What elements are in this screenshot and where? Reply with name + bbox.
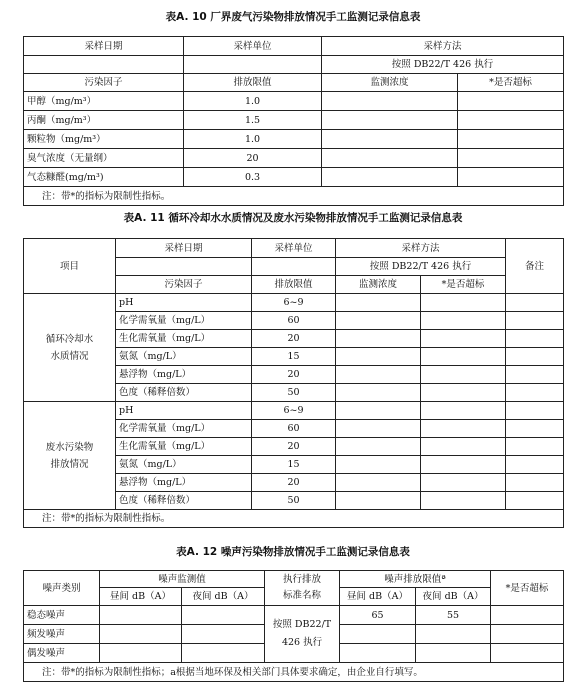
exceed-cell — [421, 366, 506, 384]
header-sampling-unit: 采样单位 — [252, 239, 336, 258]
noise-type-cell: 偶发噪声 — [24, 644, 100, 663]
header-sampling-method: 采样方法 — [336, 239, 506, 258]
header-pollution-factor: 污染因子 — [116, 276, 252, 294]
table-row — [24, 130, 564, 149]
concentration-cell — [336, 384, 421, 402]
header-exceed-standard: *是否超标 — [458, 74, 564, 92]
day-value-cell — [100, 644, 182, 663]
limit-cell: 50 — [252, 384, 336, 402]
cell-method-value: 按照 DB22/T 426 执行 — [322, 56, 564, 74]
exceed-cell — [458, 130, 564, 149]
concentration-cell — [336, 330, 421, 348]
exceed-cell — [421, 438, 506, 456]
limit-cell: 6~9 — [252, 294, 336, 312]
header-standard-line2: 标准名称 — [283, 590, 322, 601]
factor-cell: 氨氮（mg/L） — [116, 348, 252, 366]
header-sampling-unit: 采样单位 — [184, 37, 322, 56]
header-night-db: 夜间 dB（A） — [182, 588, 265, 606]
day-limit-cell: 65 — [340, 606, 416, 625]
exceed-cell — [491, 606, 564, 625]
limit-cell: 20 — [252, 330, 336, 348]
limit-cell: 20 — [252, 438, 336, 456]
exceed-cell — [491, 625, 564, 644]
night-limit-cell — [416, 625, 491, 644]
header-pollution-factor: 污染因子 — [24, 74, 184, 92]
table-row — [24, 402, 564, 420]
exceed-cell — [421, 294, 506, 312]
exceed-cell — [421, 402, 506, 420]
factor-cell: 颗粒物（mg/m³） — [24, 130, 184, 149]
factor-cell: 丙酮（mg/m³） — [24, 111, 184, 130]
night-value-cell — [182, 625, 265, 644]
concentration-cell — [322, 92, 458, 111]
header-sampling-date: 采样日期 — [24, 37, 184, 56]
limit-cell: 1.5 — [184, 111, 322, 130]
limit-cell: 20 — [252, 474, 336, 492]
table-row — [24, 168, 564, 187]
cell-date-value — [24, 56, 184, 74]
factor-cell: 悬浮物（mg/L） — [116, 366, 252, 384]
factor-cell: 甲醇（mg/m³） — [24, 92, 184, 111]
remark-cell — [506, 348, 564, 366]
exceed-cell — [458, 111, 564, 130]
remark-cell — [506, 420, 564, 438]
concentration-cell — [336, 456, 421, 474]
header-exceed-standard: *是否超标 — [421, 276, 506, 294]
table-row — [24, 92, 564, 111]
table-row — [24, 149, 564, 168]
limit-cell: 1.0 — [184, 92, 322, 111]
table-a12-title: 表A. 12 噪声污染物排放情况手工监测记录信息表 — [176, 546, 410, 558]
exceed-cell — [421, 330, 506, 348]
concentration-cell — [336, 420, 421, 438]
group-label-cooling-water — [24, 294, 116, 402]
concentration-cell — [336, 294, 421, 312]
remark-cell — [506, 456, 564, 474]
header-limit-night-db: 夜间 dB（A） — [416, 588, 491, 606]
limit-cell: 15 — [252, 348, 336, 366]
limit-cell: 0.3 — [184, 168, 322, 187]
exceed-cell — [421, 384, 506, 402]
cell-unit-value — [184, 56, 322, 74]
header-sampling-method: 采样方法 — [322, 37, 564, 56]
remark-cell — [506, 366, 564, 384]
concentration-cell — [336, 348, 421, 366]
night-value-cell — [182, 644, 265, 663]
standard-value-line2: 426 执行 — [281, 637, 323, 648]
table-note: 注：带*的指标为限制性指标。 — [24, 187, 564, 206]
cell-date-value — [116, 258, 252, 276]
table-a12 — [23, 570, 564, 682]
exceed-cell — [458, 168, 564, 187]
concentration-cell — [336, 492, 421, 510]
limit-cell: 50 — [252, 492, 336, 510]
concentration-cell — [322, 130, 458, 149]
limit-cell: 60 — [252, 420, 336, 438]
header-standard-name — [265, 571, 340, 606]
concentration-cell — [336, 312, 421, 330]
noise-type-cell: 稳态噪声 — [24, 606, 100, 625]
factor-cell: 化学需氧量（mg/L） — [116, 420, 252, 438]
header-noise-type: 噪声类别 — [24, 571, 100, 606]
header-emission-limit: 排放限值 — [252, 276, 336, 294]
table-a10-title: 表A. 10 厂界废气污染物排放情况手工监测记录信息表 — [165, 11, 421, 23]
exceed-cell — [421, 420, 506, 438]
exceed-cell — [421, 492, 506, 510]
day-limit-cell — [340, 625, 416, 644]
day-value-cell — [100, 606, 182, 625]
exceed-cell — [421, 312, 506, 330]
concentration-cell — [322, 111, 458, 130]
remark-cell — [506, 330, 564, 348]
table-row — [24, 606, 564, 625]
standard-value-cell — [265, 606, 340, 663]
group-label-line2: 排放情况 — [50, 458, 89, 470]
header-standard-line1: 执行排放 — [283, 574, 322, 585]
factor-cell: 悬浮物（mg/L） — [116, 474, 252, 492]
exceed-cell — [491, 644, 564, 663]
exceed-cell — [421, 456, 506, 474]
table-a11 — [23, 238, 564, 528]
factor-cell: 臭气浓度（无量纲） — [24, 149, 184, 168]
cell-unit-value — [252, 258, 336, 276]
limit-cell: 60 — [252, 312, 336, 330]
remark-cell — [506, 492, 564, 510]
exceed-cell — [421, 348, 506, 366]
factor-cell: 色度（稀释倍数） — [116, 492, 252, 510]
table-a10 — [23, 36, 564, 206]
header-item: 项目 — [24, 239, 116, 294]
header-emission-limit: 排放限值 — [184, 74, 322, 92]
factor-cell: 化学需氧量（mg/L） — [116, 312, 252, 330]
header-monitor-concentration: 监测浓度 — [322, 74, 458, 92]
exceed-cell — [458, 149, 564, 168]
group-label-wastewater — [24, 402, 116, 510]
day-value-cell — [100, 625, 182, 644]
table-a11-title: 表A. 11 循环冷却水水质情况及废水污染物排放情况手工监测记录信息表 — [123, 212, 463, 224]
exceed-cell — [458, 92, 564, 111]
standard-value-line1: 按照 DB22/T — [272, 619, 332, 630]
exceed-cell — [421, 474, 506, 492]
factor-cell: 气态糠醛(mg/m³) — [24, 168, 184, 187]
limit-cell: 15 — [252, 456, 336, 474]
factor-cell: 色度（稀释倍数） — [116, 384, 252, 402]
table-row — [24, 111, 564, 130]
concentration-cell — [322, 149, 458, 168]
factor-cell: pH — [116, 294, 252, 312]
remark-cell — [506, 294, 564, 312]
noise-type-cell: 频发噪声 — [24, 625, 100, 644]
factor-cell: 生化需氧量（mg/L） — [116, 438, 252, 456]
concentration-cell — [336, 402, 421, 420]
table-note: 注：带*的指标为限制性指标；a根据当地环保及相关部门具体要求确定，由企业自行填写。 — [24, 663, 564, 682]
concentration-cell — [336, 366, 421, 384]
limit-cell: 20 — [252, 366, 336, 384]
limit-cell: 6~9 — [252, 402, 336, 420]
remark-cell — [506, 312, 564, 330]
remark-cell — [506, 438, 564, 456]
factor-cell: 氨氮（mg/L） — [116, 456, 252, 474]
table-note: 注：带*的指标为限制性指标。 — [24, 510, 564, 528]
header-noise-limit: 噪声排放限值ª — [340, 571, 491, 588]
night-value-cell — [182, 606, 265, 625]
header-exceed-standard: *是否超标 — [491, 571, 564, 606]
header-monitor-concentration: 监测浓度 — [336, 276, 421, 294]
remark-cell — [506, 402, 564, 420]
limit-cell: 1.0 — [184, 130, 322, 149]
concentration-cell — [336, 474, 421, 492]
group-label-line2: 水质情况 — [50, 350, 89, 362]
concentration-cell — [322, 168, 458, 187]
header-day-db: 昼间 dB（A） — [100, 588, 182, 606]
header-noise-monitor: 噪声监测值 — [100, 571, 265, 588]
night-limit-cell: 55 — [416, 606, 491, 625]
limit-cell: 20 — [184, 149, 322, 168]
cell-method-value: 按照 DB22/T 426 执行 — [336, 258, 506, 276]
header-limit-day-db: 昼间 dB（A） — [340, 588, 416, 606]
factor-cell: pH — [116, 402, 252, 420]
remark-cell — [506, 384, 564, 402]
day-limit-cell — [340, 644, 416, 663]
header-remark: 备注 — [506, 239, 564, 294]
factor-cell: 生化需氧量（mg/L） — [116, 330, 252, 348]
night-limit-cell — [416, 644, 491, 663]
concentration-cell — [336, 438, 421, 456]
remark-cell — [506, 474, 564, 492]
header-sampling-date: 采样日期 — [116, 239, 252, 258]
table-row — [24, 294, 564, 312]
group-label-line1: 循环冷却水 — [45, 333, 94, 345]
group-label-line1: 废水污染物 — [45, 441, 94, 453]
